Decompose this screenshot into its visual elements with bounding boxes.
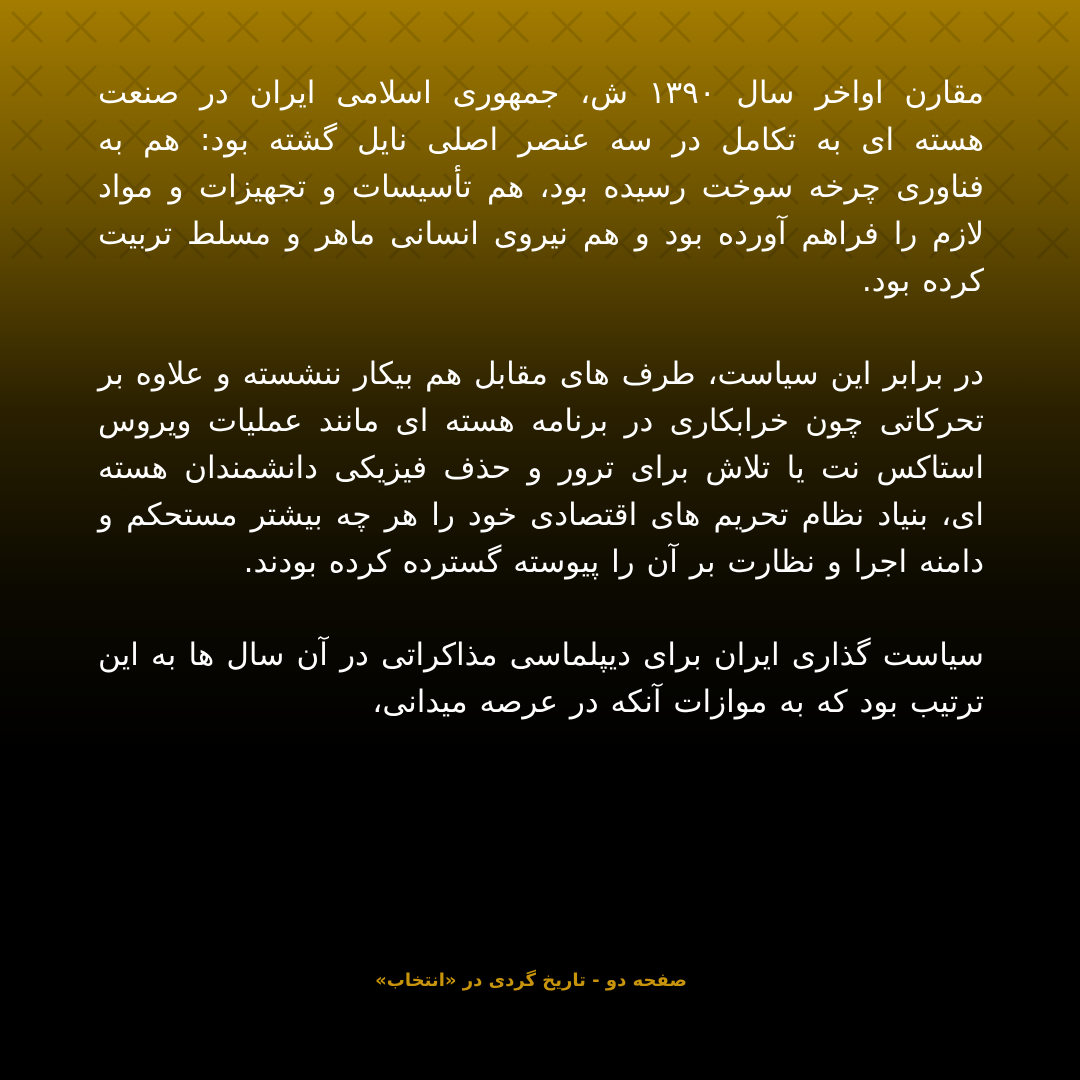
paragraph-2: در برابر این سیاست، طرف های مقابل هم بیکار ننشسته و علاوه بر تحرکاتی چون خرابکاری در برنامه هسته ای مانند عملیات ویروس استاکس نت یا تلاش برای ترور و حذف فیزیکی دانشمندان هسته ای، بنیاد نظام تحریم های اقتصادی خود را هر چه بیشتر مستحکم و دامنه اجرا و نظارت بر آن را پیوسته گسترده کرده بودند.	[98, 356, 984, 580]
footer-caption: صفحه دو - تاریخ گردی در «انتخاب»	[375, 970, 687, 991]
article-body	[98, 70, 984, 772]
paragraph-3: سیاست گذاری ایران برای دیپلماسی مذاکراتی در آن سال ها به این ترتیب بود که به موازات آنکه در عرصه میدانی،	[98, 637, 984, 720]
paragraph-1: مقارن اواخر سال ۱۳۹۰ ش، جمهوری اسلامی ایران در صنعت هسته ای به تکامل در سه عنصر اصلی نایل گشته بود: هم به فناوری چرخه سوخت رسیده بود، هم تأسیسات و تجهیزات و مواد لازم را فراهم آورده بود و هم نیروی انسانی ماهر و مسلط تربیت کرده بود.	[98, 75, 985, 299]
